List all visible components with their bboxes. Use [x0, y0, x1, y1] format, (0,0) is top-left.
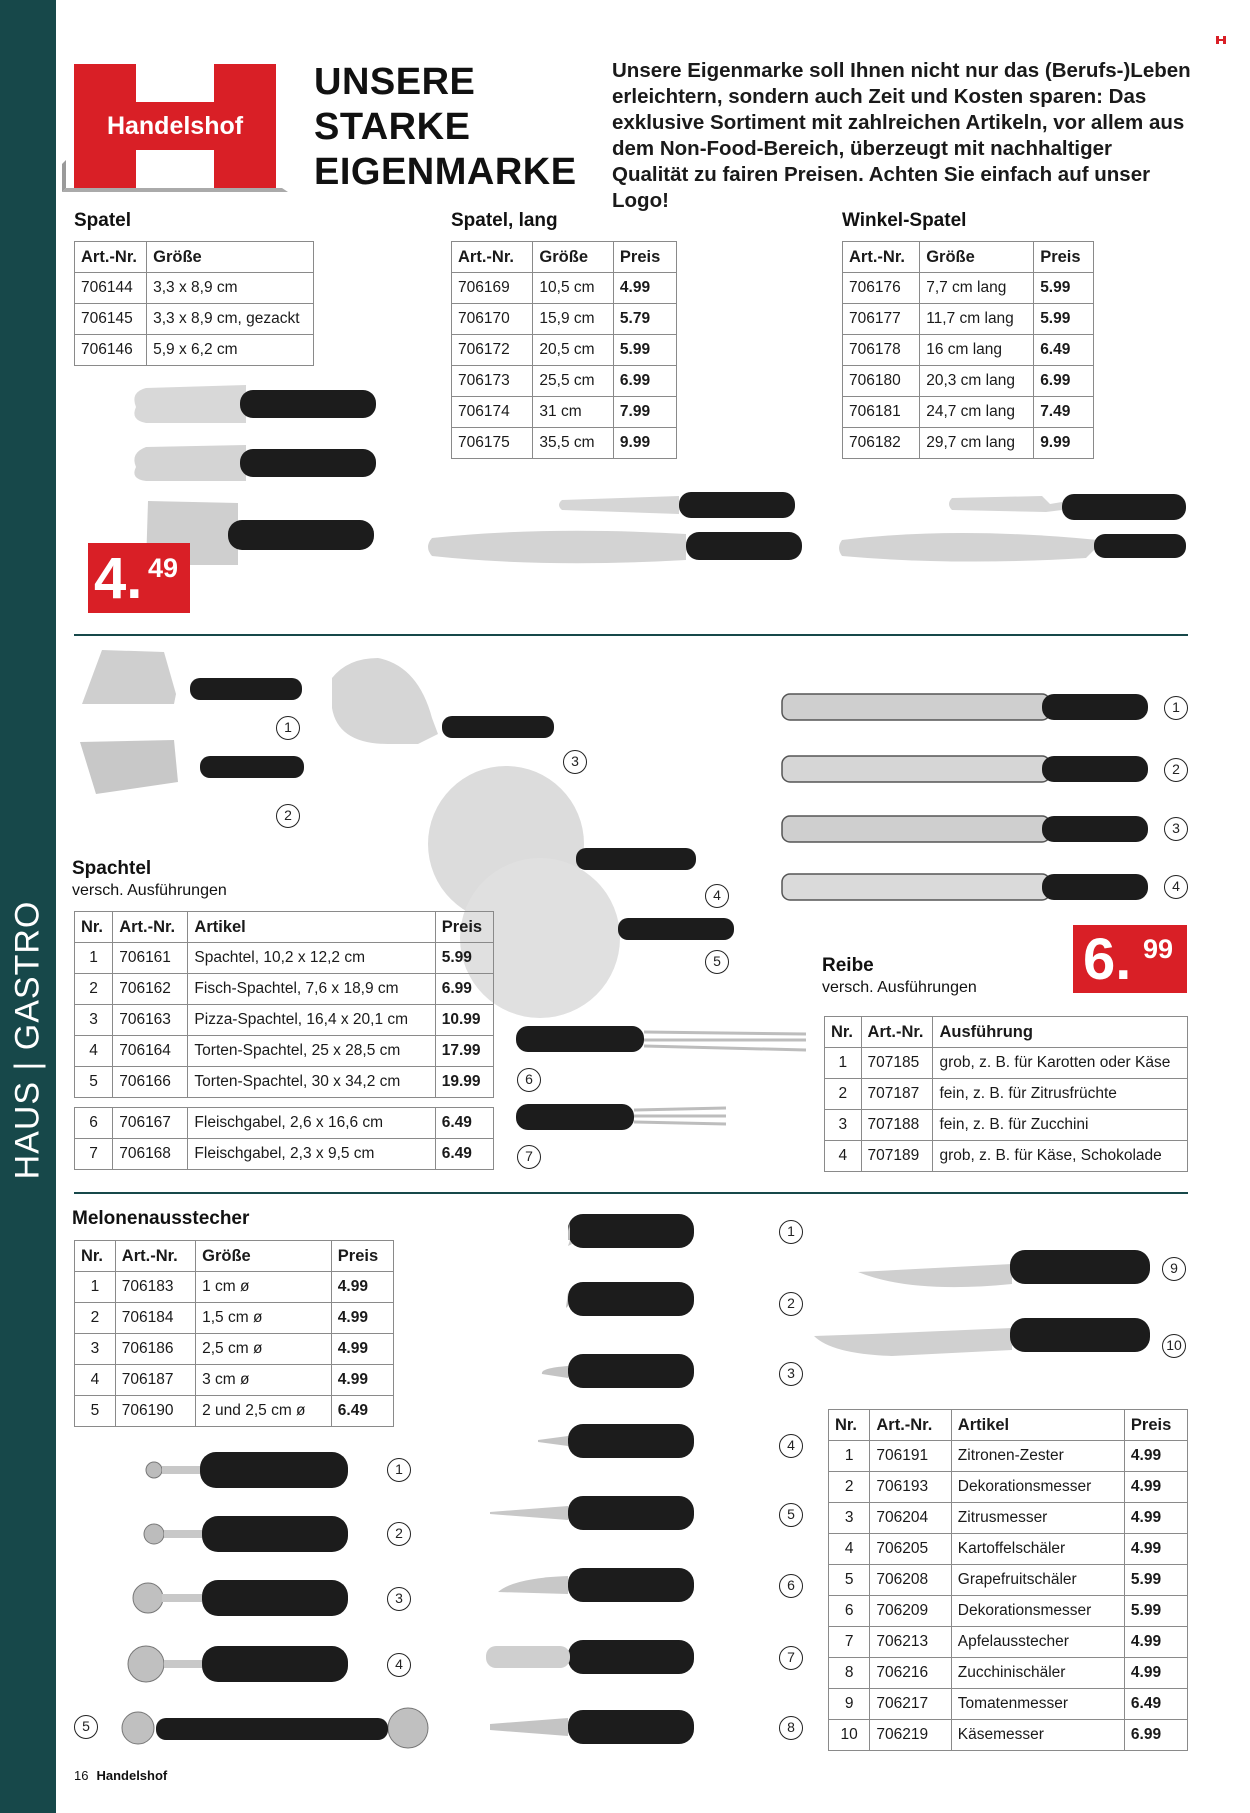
variant: grob, z. B. für Käse, Schokolade: [933, 1141, 1188, 1172]
article: Apfelausstecher: [951, 1627, 1124, 1658]
callout-5: 5: [705, 950, 729, 974]
art-nr: 706145: [75, 304, 147, 335]
column-header: Preis: [435, 912, 493, 943]
art-nr: 706170: [452, 304, 533, 335]
spatel-lang-table: [451, 241, 677, 459]
size: 2,5 cm ø: [196, 1334, 332, 1365]
item-nr: 1: [825, 1048, 862, 1079]
art-nr: 706209: [870, 1596, 951, 1627]
table-header: [75, 242, 314, 273]
size: 25,5 cm: [533, 366, 614, 397]
column-header: Größe: [533, 242, 614, 273]
item-nr: 6: [75, 1108, 113, 1139]
size: 3 cm ø: [196, 1365, 332, 1396]
column-header: Art.-Nr.: [115, 1241, 195, 1272]
table-row: [825, 1048, 1188, 1079]
size: 3,3 x 8,9 cm, gezackt: [147, 304, 314, 335]
spachtel-subtitle: versch. Ausführungen: [72, 882, 227, 899]
price: 9.99: [613, 428, 676, 459]
callout-5: 5: [74, 1715, 98, 1739]
table-row: [843, 273, 1094, 304]
callout-6: 6: [517, 1068, 541, 1092]
art-nr: 706167: [113, 1108, 188, 1139]
messer-9-10-product-image: [812, 1244, 1172, 1384]
art-nr: 706182: [843, 428, 920, 459]
item-nr: 5: [75, 1067, 113, 1098]
column-header: Preis: [1124, 1410, 1187, 1441]
handelshof-logo: [62, 64, 288, 192]
table-row: [75, 974, 494, 1005]
price: 5.99: [1124, 1596, 1187, 1627]
table-row: [452, 366, 677, 397]
art-nr: 706177: [843, 304, 920, 335]
reibe-title: Reibe: [822, 955, 874, 976]
fleischgabel-product-image: [516, 1020, 816, 1140]
price-main: 4.: [94, 546, 143, 611]
table-row: [75, 1272, 394, 1303]
column-header: Art.-Nr.: [843, 242, 920, 273]
price: 5.99: [1034, 304, 1094, 335]
price: 5.99: [1124, 1565, 1187, 1596]
article: Zucchinischäler: [951, 1658, 1124, 1689]
table-row: [75, 1334, 394, 1365]
headline-line: UNSERE: [314, 61, 476, 103]
callout-2: 2: [779, 1292, 803, 1316]
price: 6.99: [613, 366, 676, 397]
column-header: Preis: [331, 1241, 393, 1272]
article: Spachtel, 10,2 x 12,2 cm: [188, 943, 435, 974]
art-nr: 706176: [843, 273, 920, 304]
item-nr: 3: [75, 1334, 116, 1365]
column-header: Ausführung: [933, 1017, 1188, 1048]
price: 6.49: [1124, 1689, 1187, 1720]
price: 4.99: [331, 1365, 393, 1396]
spatel-lang-title: Spatel, lang: [451, 210, 558, 231]
column-header: Nr.: [75, 1241, 116, 1272]
art-nr: 706178: [843, 335, 920, 366]
price: 4.99: [1124, 1503, 1187, 1534]
table-row: [75, 1108, 494, 1139]
callout-2: 2: [276, 804, 300, 828]
size: 35,5 cm: [533, 428, 614, 459]
spatel-price-badge: [88, 543, 190, 613]
reibe-subtitle: versch. Ausführungen: [822, 979, 977, 996]
size: 16 cm lang: [920, 335, 1034, 366]
art-nr: 706181: [843, 397, 920, 428]
art-nr: 706164: [113, 1036, 188, 1067]
table-row: [75, 1036, 494, 1067]
size: 3,3 x 8,9 cm: [147, 273, 314, 304]
size: 29,7 cm lang: [920, 428, 1034, 459]
price: 17.99: [435, 1036, 493, 1067]
art-nr: 706205: [870, 1534, 951, 1565]
art-nr: 706204: [870, 1503, 951, 1534]
footer: [74, 1768, 167, 1783]
table-row: [829, 1658, 1188, 1689]
size: 1 cm ø: [196, 1272, 332, 1303]
art-nr: 706190: [115, 1396, 195, 1427]
size: 31 cm: [533, 397, 614, 428]
callout-10: 10: [1162, 1334, 1186, 1358]
spatel-lang-product-image: [424, 490, 804, 580]
intro-text: Unsere Eigenmarke soll Ihnen nicht nur das (Berufs-)Leben erleichtern, sondern auch Zeit und Kosten sparen: Das exklusive Sortiment mit zahlreichen Artikeln, vor allem aus dem Non-Food-Bereich, überzeugt mit nachhaltiger Qualität zu fairen Preisen. Achten Sie einfach auf unser Logo!: [612, 59, 1191, 212]
column-header: Preis: [613, 242, 676, 273]
table-row: [829, 1596, 1188, 1627]
column-header: Art.-Nr.: [75, 242, 147, 273]
item-nr: 10: [829, 1720, 870, 1751]
table-row: [452, 273, 677, 304]
page-number: 16: [74, 1768, 89, 1783]
svg-text:Handelshof: Handelshof: [106, 112, 244, 140]
callout-1: 1: [276, 716, 300, 740]
price: 6.49: [435, 1139, 493, 1170]
table-row: [75, 304, 314, 335]
art-nr: 706191: [870, 1441, 951, 1472]
art-nr: 706166: [113, 1067, 188, 1098]
table-row: [452, 335, 677, 366]
price: 6.49: [1034, 335, 1094, 366]
article: Kartoffelschäler: [951, 1534, 1124, 1565]
art-nr: 706162: [113, 974, 188, 1005]
art-nr: 706186: [115, 1334, 195, 1365]
price: 6.99: [1034, 366, 1094, 397]
callout-2: 2: [387, 1522, 411, 1546]
table-row: [75, 1365, 394, 1396]
callout-1: 1: [779, 1220, 803, 1244]
column-header: Größe: [147, 242, 314, 273]
table-row: [825, 1110, 1188, 1141]
table-gap: [75, 1098, 494, 1108]
art-nr: 706175: [452, 428, 533, 459]
price: 6.49: [435, 1108, 493, 1139]
item-nr: 1: [75, 1272, 116, 1303]
price-main: 6.: [1083, 927, 1132, 992]
callout-7: 7: [517, 1145, 541, 1169]
table-header: [75, 912, 494, 943]
price: 5.99: [613, 335, 676, 366]
size: 5,9 x 6,2 cm: [147, 335, 314, 366]
spatel-title: Spatel: [74, 210, 132, 231]
column-header: Preis: [1034, 242, 1094, 273]
table-row: [829, 1720, 1188, 1751]
price: 4.99: [1124, 1658, 1187, 1689]
table-row: [75, 273, 314, 304]
price: 5.99: [435, 943, 493, 974]
sidebar: [0, 0, 56, 1813]
price-cents: 49: [148, 553, 179, 583]
table-row: [843, 397, 1094, 428]
price: 7.99: [613, 397, 676, 428]
art-nr: 706144: [75, 273, 147, 304]
size: 10,5 cm: [533, 273, 614, 304]
table-row: [825, 1141, 1188, 1172]
art-nr: 707187: [861, 1079, 933, 1110]
column-header: Größe: [196, 1241, 332, 1272]
variant: fein, z. B. für Zitrusfrüchte: [933, 1079, 1188, 1110]
art-nr: 706217: [870, 1689, 951, 1720]
price: 7.49: [1034, 397, 1094, 428]
callout-4: 4: [705, 884, 729, 908]
art-nr: 706184: [115, 1303, 195, 1334]
item-nr: 2: [75, 1303, 116, 1334]
corner-logo-icon: [1216, 36, 1226, 44]
article: Fleischgabel, 2,3 x 9,5 cm: [188, 1139, 435, 1170]
callout-7: 7: [779, 1646, 803, 1670]
table-row: [843, 428, 1094, 459]
art-nr: 706161: [113, 943, 188, 974]
size: 11,7 cm lang: [920, 304, 1034, 335]
price: 19.99: [435, 1067, 493, 1098]
item-nr: 7: [829, 1627, 870, 1658]
price-cents: 99: [1143, 934, 1174, 964]
table-row: [75, 335, 314, 366]
sidebar-label: HAUS | GASTRO: [8, 900, 47, 1180]
item-nr: 7: [75, 1139, 113, 1170]
callout-9: 9: [1162, 1257, 1186, 1281]
price: 4.99: [331, 1272, 393, 1303]
price: 6.99: [1124, 1720, 1187, 1751]
item-nr: 5: [829, 1565, 870, 1596]
price: 10.99: [435, 1005, 493, 1036]
column-header: Art.-Nr.: [870, 1410, 951, 1441]
messer-product-image: [484, 1210, 764, 1750]
spachtel-table: [74, 911, 494, 1170]
art-nr: 706219: [870, 1720, 951, 1751]
art-nr: 706193: [870, 1472, 951, 1503]
column-header: Größe: [920, 242, 1034, 273]
art-nr: 706180: [843, 366, 920, 397]
price: 4.99: [1124, 1472, 1187, 1503]
column-header: Art.-Nr.: [861, 1017, 933, 1048]
table-row: [829, 1503, 1188, 1534]
section-divider: [74, 1192, 1188, 1194]
headline-line: STARKE: [314, 106, 471, 148]
spatel-product-image: [128, 385, 388, 565]
item-nr: 4: [829, 1534, 870, 1565]
column-header: Art.-Nr.: [452, 242, 533, 273]
column-header: Art.-Nr.: [113, 912, 188, 943]
item-nr: 5: [75, 1396, 116, 1427]
table-row: [75, 1139, 494, 1170]
table-row: [452, 304, 677, 335]
art-nr: 706208: [870, 1565, 951, 1596]
price: 4.99: [1124, 1441, 1187, 1472]
article: Fleischgabel, 2,6 x 16,6 cm: [188, 1108, 435, 1139]
callout-6: 6: [779, 1574, 803, 1598]
size: 2 und 2,5 cm ø: [196, 1396, 332, 1427]
size: 24,7 cm lang: [920, 397, 1034, 428]
table-row: [829, 1689, 1188, 1720]
item-nr: 2: [829, 1472, 870, 1503]
callout-3: 3: [563, 750, 587, 774]
item-nr: 8: [829, 1658, 870, 1689]
art-nr: 706169: [452, 273, 533, 304]
winkel-spatel-title: Winkel-Spatel: [842, 210, 967, 231]
melonen-table: [74, 1240, 394, 1427]
art-nr: 706187: [115, 1365, 195, 1396]
callout-2: 2: [1164, 758, 1188, 782]
article: Käsemesser: [951, 1720, 1124, 1751]
table-row: [452, 428, 677, 459]
size: 20,5 cm: [533, 335, 614, 366]
item-nr: 4: [75, 1036, 113, 1067]
article: Dekorationsmesser: [951, 1596, 1124, 1627]
price: 4.99: [1124, 1627, 1187, 1658]
article: Zitrusmesser: [951, 1503, 1124, 1534]
callout-3: 3: [1164, 817, 1188, 841]
art-nr: 706146: [75, 335, 147, 366]
size: 20,3 cm lang: [920, 366, 1034, 397]
column-header: Nr.: [829, 1410, 870, 1441]
art-nr: 706183: [115, 1272, 195, 1303]
item-nr: 9: [829, 1689, 870, 1720]
price: 4.99: [613, 273, 676, 304]
section-divider: [74, 634, 1188, 636]
reibe-product-image: [778, 688, 1158, 918]
price: 4.99: [331, 1334, 393, 1365]
item-nr: 3: [829, 1503, 870, 1534]
table-row: [75, 943, 494, 974]
art-nr: 707189: [861, 1141, 933, 1172]
item-nr: 1: [829, 1441, 870, 1472]
price: 9.99: [1034, 428, 1094, 459]
art-nr: 706213: [870, 1627, 951, 1658]
article: Dekorationsmesser: [951, 1472, 1124, 1503]
item-nr: 4: [75, 1365, 116, 1396]
callout-1: 1: [387, 1458, 411, 1482]
callout-3: 3: [387, 1587, 411, 1611]
table-row: [843, 366, 1094, 397]
article: Fisch-Spachtel, 7,6 x 18,9 cm: [188, 974, 435, 1005]
article: Torten-Spachtel, 25 x 28,5 cm: [188, 1036, 435, 1067]
price: 5.79: [613, 304, 676, 335]
callout-4: 4: [1164, 875, 1188, 899]
column-header: Nr.: [75, 912, 113, 943]
reibe-table: [824, 1016, 1188, 1172]
reibe-price-badge: [1073, 925, 1187, 993]
item-nr: 6: [829, 1596, 870, 1627]
price: 6.99: [435, 974, 493, 1005]
variant: grob, z. B. für Karotten oder Käse: [933, 1048, 1188, 1079]
table-row: [452, 397, 677, 428]
art-nr: 706174: [452, 397, 533, 428]
winkel-spatel-table: [842, 241, 1094, 459]
table-row: [829, 1534, 1188, 1565]
table-row: [829, 1441, 1188, 1472]
table-row: [75, 1067, 494, 1098]
art-nr: 706173: [452, 366, 533, 397]
spachtel-title: Spachtel: [72, 858, 152, 879]
winkel-spatel-product-image: [836, 490, 1190, 580]
price: 6.49: [331, 1396, 393, 1427]
item-nr: 2: [75, 974, 113, 1005]
melonen-product-image: [116, 1446, 432, 1746]
headline: [314, 60, 577, 195]
item-nr: 2: [825, 1079, 862, 1110]
messer-table: [828, 1409, 1188, 1751]
article: Pizza-Spachtel, 16,4 x 20,1 cm: [188, 1005, 435, 1036]
callout-3: 3: [779, 1362, 803, 1386]
item-nr: 3: [75, 1005, 113, 1036]
article: Zitronen-Zester: [951, 1441, 1124, 1472]
item-nr: 3: [825, 1110, 862, 1141]
table-header: [843, 242, 1094, 273]
callout-4: 4: [779, 1434, 803, 1458]
table-row: [843, 304, 1094, 335]
table-row: [829, 1472, 1188, 1503]
callout-1: 1: [1164, 696, 1188, 720]
headline-line: EIGENMARKE: [314, 151, 577, 193]
price: 4.99: [1124, 1534, 1187, 1565]
footer-brand: Handelshof: [96, 1768, 168, 1783]
table-row: [75, 1396, 394, 1427]
size: 15,9 cm: [533, 304, 614, 335]
spatel-table: [74, 241, 314, 366]
callout-8: 8: [779, 1716, 803, 1740]
art-nr: 707185: [861, 1048, 933, 1079]
table-row: [75, 1303, 394, 1334]
article: Torten-Spachtel, 30 x 34,2 cm: [188, 1067, 435, 1098]
item-nr: 1: [75, 943, 113, 974]
variant: fein, z. B. für Zucchini: [933, 1110, 1188, 1141]
article: Tomatenmesser: [951, 1689, 1124, 1720]
table-row: [829, 1565, 1188, 1596]
table-row: [825, 1079, 1188, 1110]
art-nr: 707188: [861, 1110, 933, 1141]
table-header: [829, 1410, 1188, 1441]
item-nr: 4: [825, 1141, 862, 1172]
table-row: [843, 335, 1094, 366]
table-row: [75, 1005, 494, 1036]
gap-cell: [75, 1098, 494, 1108]
table-header: [75, 1241, 394, 1272]
price: 5.99: [1034, 273, 1094, 304]
price: 4.99: [331, 1303, 393, 1334]
melonen-title: Melonenausstecher: [72, 1208, 250, 1229]
column-header: Artikel: [951, 1410, 1124, 1441]
column-header: Nr.: [825, 1017, 862, 1048]
column-header: Artikel: [188, 912, 435, 943]
art-nr: 706163: [113, 1005, 188, 1036]
callout-4: 4: [387, 1653, 411, 1677]
table-row: [829, 1627, 1188, 1658]
callout-5: 5: [779, 1503, 803, 1527]
size: 7,7 cm lang: [920, 273, 1034, 304]
art-nr: 706172: [452, 335, 533, 366]
table-header: [825, 1017, 1188, 1048]
article: Grapefruitschäler: [951, 1565, 1124, 1596]
art-nr: 706168: [113, 1139, 188, 1170]
art-nr: 706216: [870, 1658, 951, 1689]
size: 1,5 cm ø: [196, 1303, 332, 1334]
table-header: [452, 242, 677, 273]
